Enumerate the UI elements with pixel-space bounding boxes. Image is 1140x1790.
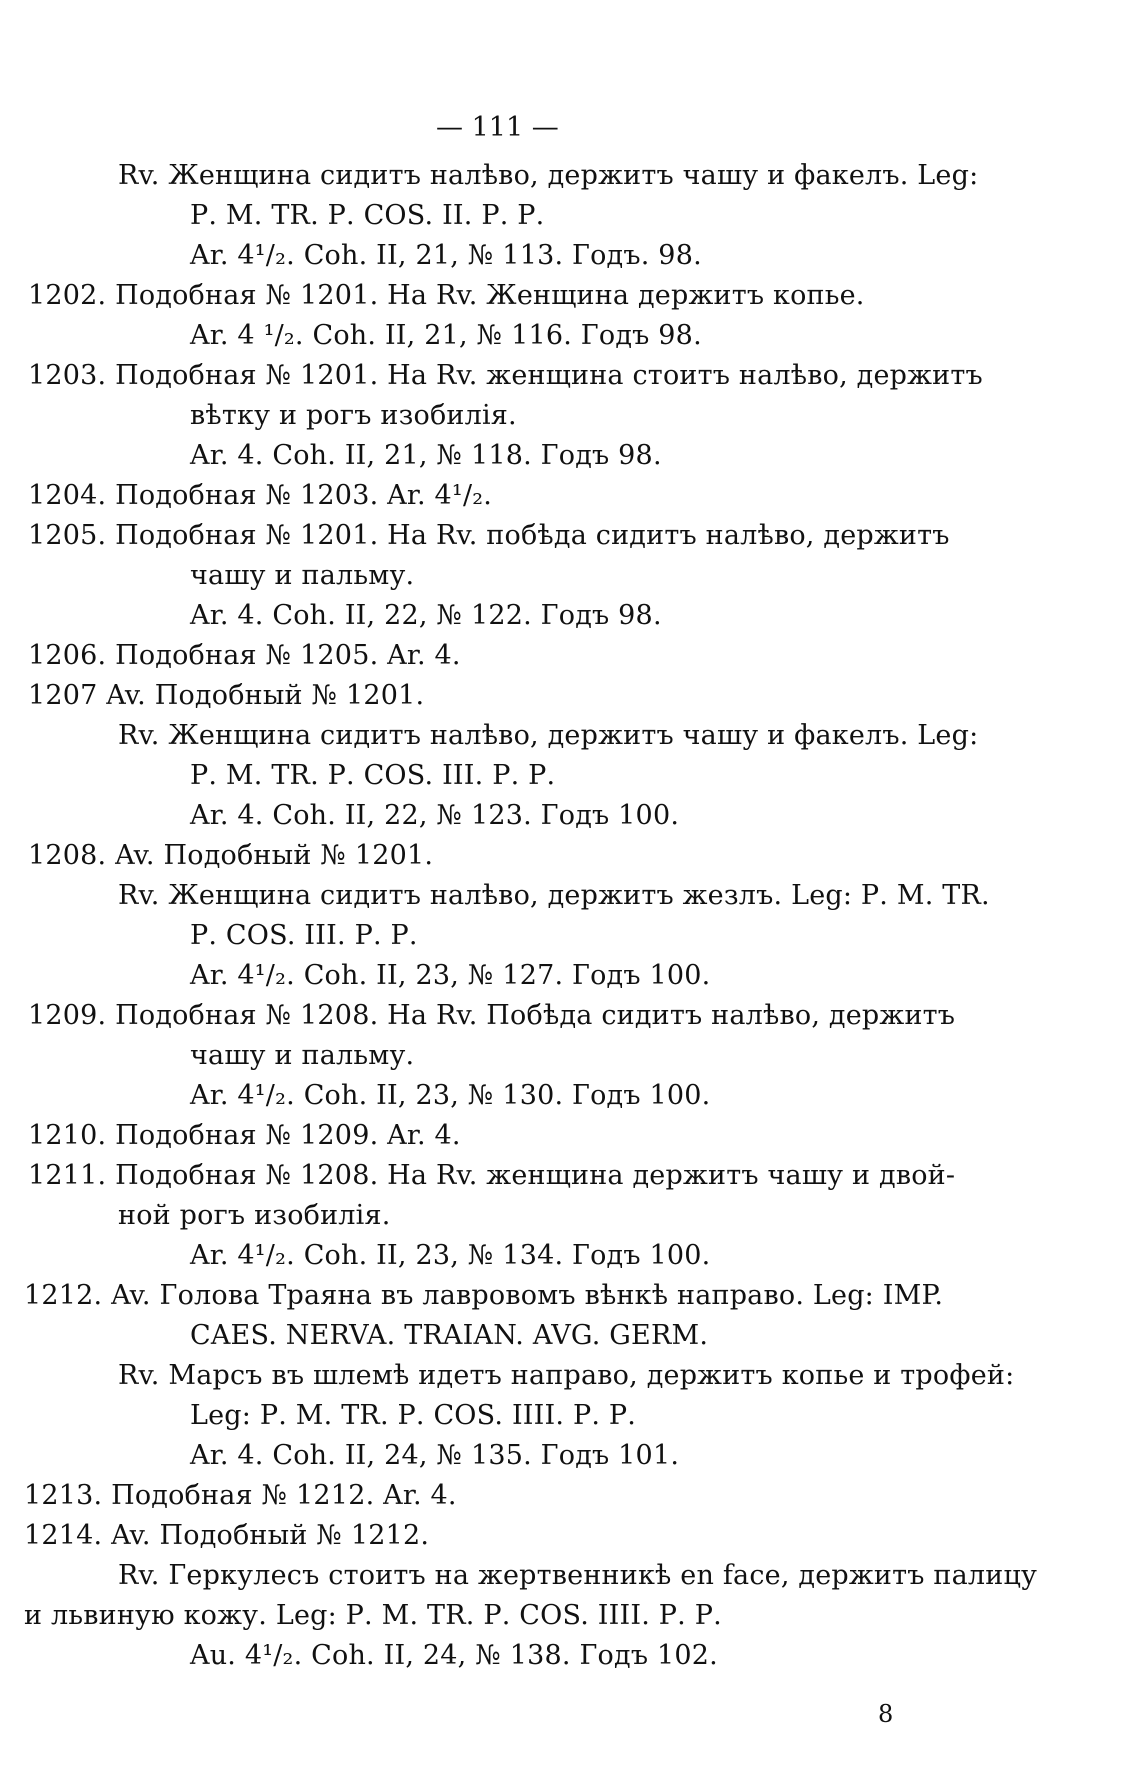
text-line: Р. COS. III. Р. Р. (190, 920, 418, 951)
text-line: 1213. Подобная № 1212. Ar. 4. (24, 1480, 457, 1511)
text-line: Ar. 4. Coh. II, 21, № 118. Годъ 98. (190, 440, 662, 471)
text-line: Au. 4¹/₂. Coh. II, 24, № 138. Годъ 102. (190, 1640, 718, 1671)
text-line: чашу и пальму. (190, 1040, 415, 1071)
text-line: 1206. Подобная № 1205. Ar. 4. (28, 640, 461, 671)
text-line: Ar. 4 ¹/₂. Coh. II, 21, № 116. Годъ 98. (190, 320, 702, 351)
signature-mark: 8 (878, 1700, 894, 1728)
text-line: 1209. Подобная № 1208. На Rv. Побѣда сидитъ налѣво, держитъ (28, 1000, 956, 1031)
text-line: 1214. Av. Подобный № 1212. (24, 1520, 430, 1551)
text-line: 1203. Подобная № 1201. На Rv. женщина стоитъ налѣво, держитъ (28, 360, 983, 391)
text-line: 1210. Подобная № 1209. Ar. 4. (28, 1120, 461, 1151)
text-line: Rv. Геркулесъ стоитъ на жертвенникѣ en face, держитъ палицу (118, 1560, 1038, 1591)
text-line: Ar. 4¹/₂. Coh. II, 21, № 113. Годъ. 98. (190, 240, 702, 271)
text-line: Rv. Женщина сидитъ налѣво, держитъ жезлъ. Leg: Р. M. TR. (118, 880, 990, 911)
text-line: Ar. 4¹/₂. Coh. II, 23, № 127. Годъ 100. (190, 960, 711, 991)
text-line: и львиную кожу. Leg: Р. M. TR. Р. COS. IIII. Р. Р. (24, 1600, 722, 1631)
text-line: 1202. Подобная № 1201. На Rv. Женщина держитъ копье. (28, 280, 865, 311)
text-line: 1208. Av. Подобный № 1201. (28, 840, 434, 871)
text-line: 1205. Подобная № 1201. На Rv. побѣда сидитъ налѣво, держитъ (28, 520, 950, 551)
text-line: ной рогъ изобилія. (118, 1200, 391, 1231)
text-line: Ar. 4¹/₂. Coh. II, 23, № 134. Годъ 100. (190, 1240, 711, 1271)
text-line: Р. M. TR. Р. COS. II. Р. Р. (190, 200, 545, 231)
text-line: 1204. Подобная № 1203. Ar. 4¹/₂. (28, 480, 493, 511)
text-line: Ar. 4. Coh. II, 22, № 123. Годъ 100. (190, 800, 680, 831)
text-line: Р. M. TR. Р. COS. III. Р. Р. (190, 760, 556, 791)
text-line: 1211. Подобная № 1208. На Rv. женщина держитъ чашу и двой- (28, 1160, 956, 1191)
page-number: — 111 — (436, 112, 559, 143)
text-line: Rv. Женщина сидитъ налѣво, держитъ чашу и факелъ. Leg: (118, 720, 979, 751)
text-line: Rv. Женщина сидитъ налѣво, держитъ чашу и факелъ. Leg: (118, 160, 979, 191)
text-line: вѣтку и рогъ изобилія. (190, 400, 517, 431)
text-line: Ar. 4. Coh. II, 22, № 122. Годъ 98. (190, 600, 662, 631)
text-line: 1212. Av. Голова Траяна въ лавровомъ вѣнкѣ направо. Leg: IMP. (24, 1280, 944, 1311)
text-line: Leg: Р. M. TR. Р. COS. IIII. Р. Р. (190, 1400, 637, 1431)
text-line: чашу и пальму. (190, 560, 415, 591)
text-line: Rv. Марсъ въ шлемѣ идетъ направо, держитъ копье и трофей: (118, 1360, 1015, 1391)
text-line: 1207 Av. Подобный № 1201. (28, 680, 425, 711)
text-line: Ar. 4¹/₂. Coh. II, 23, № 130. Годъ 100. (190, 1080, 711, 1111)
text-line: Ar. 4. Coh. II, 24, № 135. Годъ 101. (190, 1440, 680, 1471)
text-line: CAES. NERVA. TRAIAN. AVG. GERM. (190, 1320, 709, 1351)
